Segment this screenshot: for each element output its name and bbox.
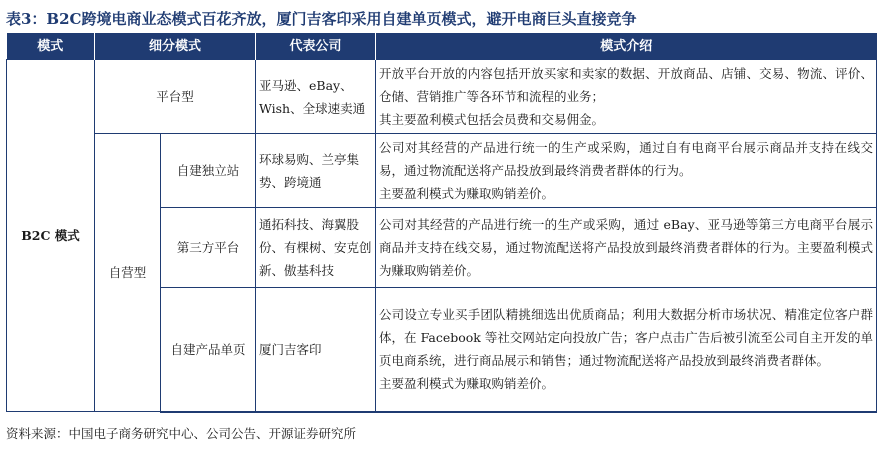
company-cell: 通拓科技、海翼股份、有棵树、安克创新、傲基科技 [256,208,376,288]
header-sub-mode: 细分模式 [95,33,256,60]
table-title: 表3：B2C跨境电商业态模式百花齐放，厦门吉客印采用自建单页模式，避开电商巨头直接竞争 [6,10,637,28]
sub-mode-cell: 自建产品单页 [161,288,256,412]
sub-mode-cell: 自建独立站 [161,134,256,208]
table-row [7,60,877,134]
description-line: 其主要盈利模式包括会员费和交易佣金。 [379,112,605,127]
description-line: 公司对其经营的产品进行统一的生产或采购，通过 eBay、亚马逊等第三方电商平台展示商品并支持在线交易，通过物流配送将产品投放到最终消费者群体的行为。主要盈利模式为赚取购销差价。 [379,217,874,278]
description-cell [376,288,877,412]
business-model-table [6,33,877,413]
header-company: 代表公司 [256,33,376,60]
header-mode: 模式 [7,33,95,60]
company-cell: 厦门吉客印 [256,288,376,412]
description-line: 主要盈利模式为赚取购销差价。 [379,376,555,392]
description-line: 主要盈利模式为赚取购销差价。 [379,186,555,201]
company-cell: 亚马逊、eBay、Wish、全球速卖通 [256,60,376,134]
company-cell: 环球易购、兰亭集势、跨境通 [256,134,376,208]
description-cell [376,208,877,288]
main-mode-cell: B2C 模式 [7,60,95,412]
description-line: 开放平台开放的内容包括开放买家和卖家的数据、开放商品、店铺、交易、物流、评价、仓储、营销推广等各环节和流程的业务； [379,66,874,104]
description-cell [376,60,877,134]
sub-mode-cell: 平台型 [95,60,256,134]
table-row [7,134,877,208]
header-intro: 模式介绍 [376,33,877,60]
description-line: 公司对其经营的产品进行统一的生产或采购，通过自有电商平台展示商品并支持在线交易，通过物流配送将产品投放到最终消费者群体的行为。 [379,140,874,178]
sub-mode-cell: 第三方平台 [161,208,256,288]
description-line: 公司设立专业买手团队精挑细选出优质商品；利用大数据分析市场状况、精准定位客户群体，在 Facebook 等社交网站定向投放广告；客户点击广告后被引流至公司自主开发的单页电商系统，进行商品展示和销售；通过物流配送将产品投放到最终消费者群体。 [379,307,874,369]
description-cell [376,134,877,208]
self-run-cell: 自营型 [95,134,161,412]
source-note: 资料来源：中国电子商务研究中心、公司公告、开源证券研究所 [6,426,357,441]
table-header-row [7,33,877,60]
